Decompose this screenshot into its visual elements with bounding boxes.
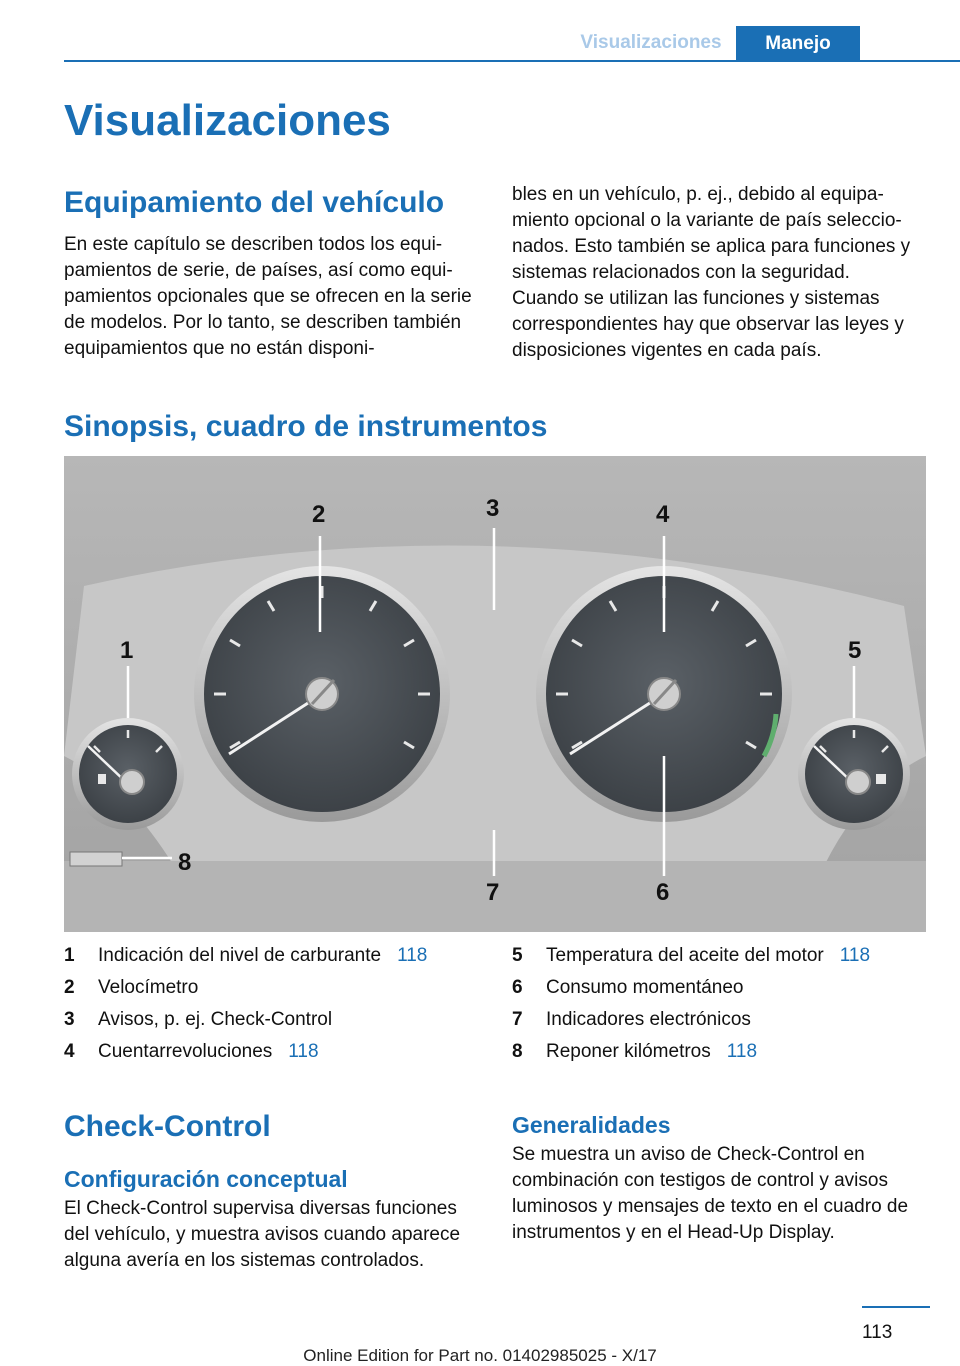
callout-2: 2 — [312, 501, 326, 528]
callout-4: 4 — [656, 501, 670, 528]
legend-text: Indicación del nivel de carburante — [98, 945, 382, 966]
equipamiento-text-right: bles en un vehículo, p. ej., debido al equipamiento opcional o la variante de país seleccionados. Esto también se aplica para funciones y sistemas relacionados con la seguridad. — [512, 184, 911, 283]
header-rule — [64, 60, 960, 62]
legend-item — [64, 1004, 484, 1036]
legend-number: 4 — [64, 1041, 75, 1062]
callout-8: 8 — [178, 849, 192, 876]
legend-text: Avisos, p. ej. Check-Control — [98, 1009, 333, 1030]
legend-text: Velocímetro — [98, 977, 199, 998]
legend-text: Cuentarrevoluciones — [98, 1041, 273, 1062]
legend-text: Indicadores electrónicos — [546, 1009, 751, 1030]
legend-page-link[interactable]: 118 — [839, 945, 871, 966]
legend-item — [64, 940, 484, 972]
check-control-text-right: Se muestra un aviso de Check-Control en combinación con testigos de control y avisos luminosos y mensajes de texto en el cuadro de instrumentos y en el Head-Up Display. — [512, 1144, 909, 1243]
legend-left — [64, 940, 484, 1068]
legend-item — [512, 940, 932, 972]
page-title: Visualizaciones — [64, 96, 391, 145]
legend-item — [64, 972, 484, 1004]
callout-6: 6 — [656, 879, 670, 906]
footer-rule — [862, 1306, 930, 1308]
subheading-configuracion: Configuración conceptual — [64, 1166, 348, 1192]
section-heading-sinopsis: Sinopsis, cuadro de instrumentos — [64, 410, 548, 443]
callout-3: 3 — [486, 495, 500, 522]
section-heading-equipamiento: Equipamiento del vehículo — [64, 186, 445, 219]
tab-manejo[interactable]: Manejo — [736, 26, 860, 62]
footer-edition: Online Edition for Part no. 01402985025 - X/17 — [303, 1346, 657, 1365]
legend-item — [512, 1036, 932, 1068]
legend-number: 7 — [512, 1009, 523, 1030]
callout-5: 5 — [848, 637, 862, 664]
subheading-generalidades: Generalidades — [512, 1112, 671, 1138]
callout-7: 7 — [486, 879, 500, 906]
legend-number: 1 — [64, 945, 75, 966]
legend-page-link[interactable]: 118 — [397, 945, 428, 966]
legend-page-link[interactable]: 118 — [726, 1041, 758, 1062]
equipamiento-text-left: En este capítulo se describen todos los equipamientos de serie, de países, así como equipamientos opcionales que se ofrecen en la serie de modelos. Por lo tanto, se describen también equipamientos que no están disponi‐ — [64, 234, 472, 359]
trip-reset-button — [70, 852, 122, 866]
instrument-cluster-image — [64, 456, 926, 932]
legend-text: Reponer kilómetros — [546, 1041, 711, 1062]
legend-text: Temperatura del aceite del motor — [546, 945, 824, 966]
oil-temperature-gauge — [798, 718, 910, 830]
legend-item — [512, 972, 932, 1004]
legend-item — [64, 1036, 484, 1068]
legend-number: 6 — [512, 977, 523, 998]
legend-number: 3 — [64, 1009, 75, 1030]
legend-page-link[interactable]: 118 — [288, 1041, 319, 1062]
legend-right — [512, 940, 932, 1068]
callout-1: 1 — [120, 637, 134, 664]
check-control-text-left: El Check-Control supervisa diversas funciones del vehículo, y muestra avisos cuando aparece alguna avería en los sistemas controlados. — [64, 1198, 461, 1271]
legend-number: 5 — [512, 945, 523, 966]
fuel-gauge — [72, 718, 184, 830]
legend-number: 8 — [512, 1041, 523, 1062]
section-heading-check-control: Check-Control — [64, 1110, 271, 1143]
legend-text: Consumo momentáneo — [546, 977, 744, 998]
legend-number: 2 — [64, 977, 75, 998]
legend-item — [512, 1004, 932, 1036]
speedometer-dial — [194, 566, 450, 822]
equipamiento-text-right-2: Cuando se utilizan las funciones y sistemas correspondientes hay que observar las leyes y disposiciones vigentes en cada país. — [512, 288, 904, 361]
tab-visualizaciones[interactable]: Visualizaciones — [580, 32, 722, 53]
page-number: 113 — [862, 1322, 893, 1343]
